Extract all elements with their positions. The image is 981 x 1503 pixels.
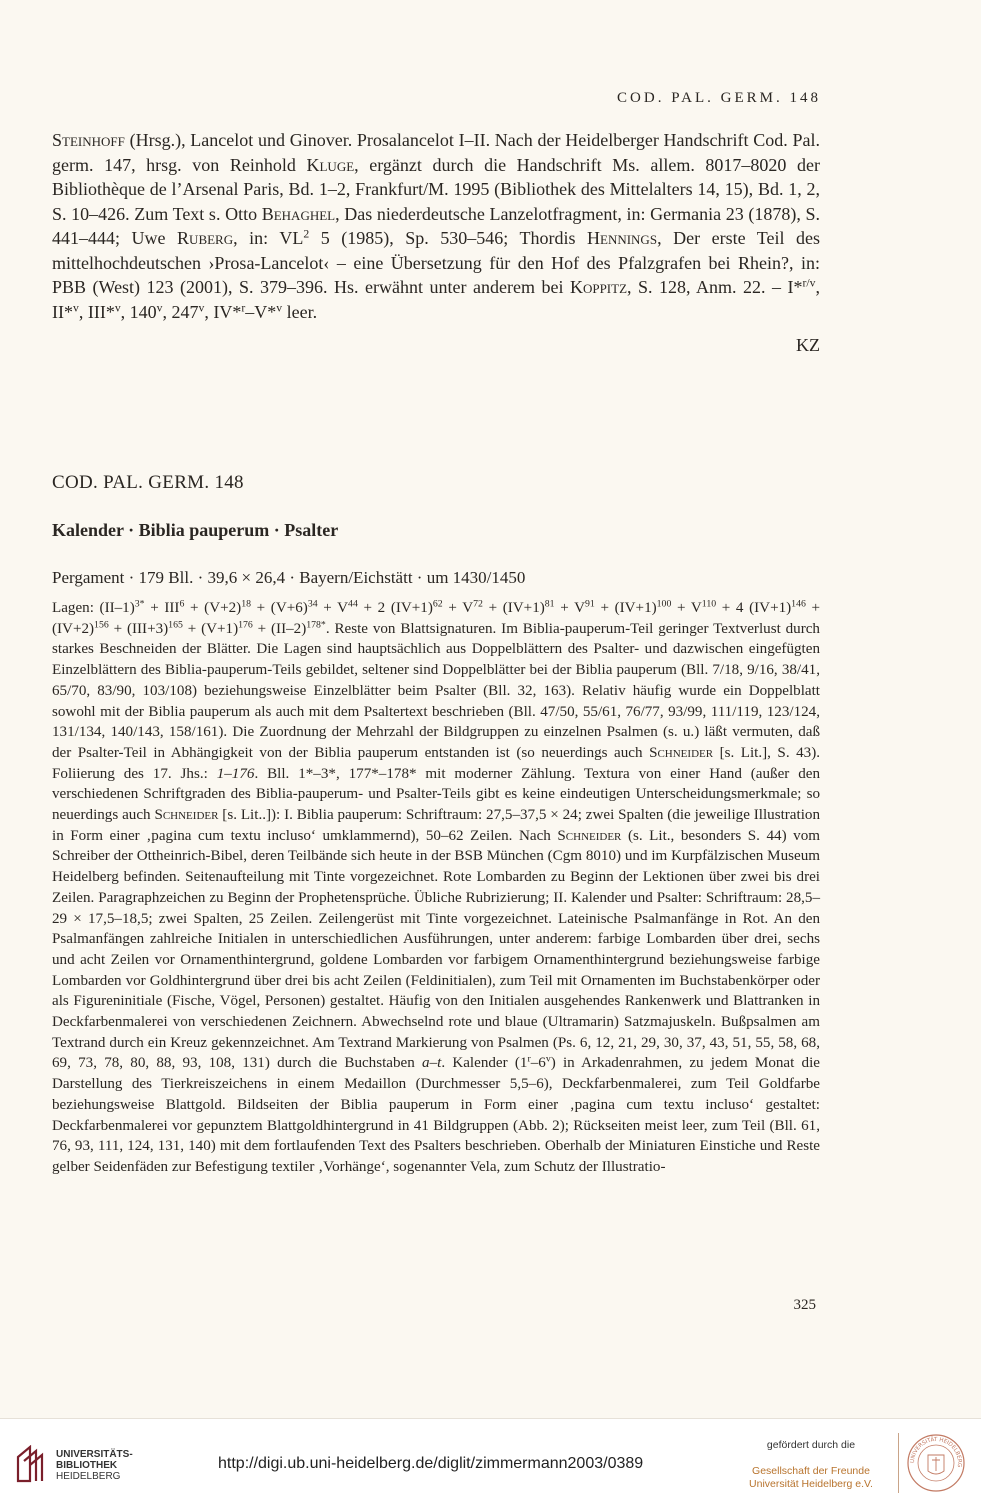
- author-name: Schneider: [649, 744, 714, 761]
- sponsor-block: [728, 1439, 894, 1490]
- text-run: + (V+1): [182, 620, 239, 637]
- superscript: 165: [168, 619, 183, 631]
- text-run: , III*: [78, 301, 115, 322]
- superscript: 34: [307, 598, 318, 610]
- superscript: 178*: [306, 619, 326, 631]
- superscript: r/v: [802, 276, 816, 290]
- text-run: + (III+3): [108, 620, 169, 637]
- text-run: + 4 (IV+1): [716, 600, 792, 616]
- text-run: + (II–2): [252, 620, 307, 637]
- university-library-logo-icon: [14, 1445, 48, 1483]
- author-name: Schneider: [557, 827, 622, 844]
- text-run: , ergänzt durch die Handschrift Ms. allem. 8017–8020 der Bibliothèque de l’Arsenal Paris, Bd. 1–2, Frankfurt/M. 1995 (Bibliothek des Mittelalters 14, 15), Bd. 1, 2, S. 10–426. Zum Text s. Otto: [52, 154, 821, 224]
- text-run: + (IV+2): [52, 600, 821, 637]
- text-run: + (V+2): [184, 600, 242, 616]
- superscript: v: [114, 301, 121, 315]
- codicology-description: [52, 598, 820, 1178]
- text-run: ) in Arkadenrahmen, zu jedem Monat die Darstellung des Tierkreiszeichens in einem Medaillon (Durchmesser 5,5–6), Deckfarbenmalerei, zum Teil Goldfarbe beziehungsweise Blattgold. Bildseiten der Biblia pauperum in Form einer ‚pagina cum textu incluso‘ gestaltet: Deckfarbenmalerei vor gepunztem Blattgoldhintergrund in 41 Bildgruppen (Abb. 2); Rückseiten meist leer, zum Teil (Bll. 61, 76, 93, 111, 124, 131, 140) mit dem fortlaufenden Text des Psalters beschrieben. Oberhalb der Miniaturen Einstiche und Reste gelber Seidenfäden zur Befestigung textiler ‚Vorhänge‘, sogenannter Vela, zum Schutz der Illustratio-: [52, 1055, 820, 1175]
- text-run: + (IV+1): [482, 600, 545, 616]
- superscript: r: [527, 1054, 531, 1066]
- superscript: v: [276, 301, 283, 315]
- superscript: 62: [432, 598, 443, 610]
- text-run: , II*: [52, 277, 821, 322]
- svg-text:UNIVERSITÄT HEIDELBERG: UNIVERSITÄT HEIDELBERG: [909, 1436, 963, 1468]
- library-name-line: BIBLIOTHEK: [56, 1460, 118, 1471]
- sponsor-name-line: Universität Heidelberg e.V.: [749, 1478, 873, 1490]
- superscript: 6: [179, 598, 185, 610]
- author-name: Schneider: [154, 807, 219, 824]
- footer-divider: [898, 1433, 899, 1493]
- superscript: v: [73, 301, 79, 315]
- superscript: 2: [303, 227, 310, 241]
- permalink-url[interactable]: http://digi.ub.uni-heidelberg.de/diglit/zimmermann2003/0389: [218, 1455, 644, 1472]
- text-run: + V: [442, 600, 474, 616]
- text-run: . Bll. 1*–3*, 177*–178* mit moderner Zählung. Textura von einer Hand (außer den verschiedenen Schriftgraden des Biblia-pauperum- und Psalter-Teils gibt es keine eindeutigen Unterscheidungsmerkmale; so neuerdings auch: [52, 765, 820, 824]
- text-run: + 2 (IV+1): [357, 600, 433, 616]
- text-run: + V: [554, 600, 585, 616]
- text-run: + V: [671, 600, 702, 616]
- text-run: , Das niederdeutsche Lanzelotfragment, in: Germania 23 (1878), S. 441–444; Uwe: [52, 203, 821, 248]
- superscript: 44: [348, 598, 358, 610]
- text-run: 5 (1985), Sp. 530–546; Thordis: [309, 228, 587, 248]
- author-signature: KZ: [796, 335, 820, 355]
- author-name: Hennings: [587, 228, 658, 248]
- text-run: Lagen: (II–1): [52, 600, 135, 616]
- text-run: , 140: [120, 301, 157, 322]
- entry-title: Kalender · Biblia pauperum · Psalter: [52, 520, 339, 540]
- superscript: 72: [473, 598, 483, 610]
- superscript: 110: [701, 598, 717, 610]
- italic-letters: a–t: [422, 1055, 442, 1072]
- author-name: Ruberg: [177, 228, 234, 248]
- running-head: COD. PAL. GERM. 148: [617, 90, 821, 106]
- text-run: , S. 128, Anm. 22. – I*: [627, 277, 803, 297]
- superscript: 100: [656, 598, 672, 610]
- text-run: , 247: [162, 301, 199, 322]
- superscript: 81: [544, 598, 555, 610]
- text-run: [s. Lit.], S. 43). Foliierung des 17. Jhs.:: [52, 744, 820, 782]
- superscript: 91: [585, 598, 595, 610]
- text-run: + V: [317, 600, 349, 616]
- text-run: , Der erste Teil des mittelhochdeutschen ›Prosa-Lancelot‹ – eine Übersetzung für den Hof des Pfalzgrafen bei Rhein?, in: PBB (West) 123 (2001), S. 379–396. Hs. erwähnt unter anderem bei: [52, 228, 821, 297]
- sponsor-name-line: Gesellschaft der Freunde: [752, 1465, 870, 1477]
- text-run: . Kalender (1: [441, 1055, 528, 1072]
- page-number: 325: [793, 1297, 816, 1313]
- superscript: v: [545, 1054, 551, 1066]
- text-run: –V*: [245, 301, 277, 322]
- superscript: r: [241, 301, 246, 315]
- library-name-line: UNIVERSITÄTS-: [56, 1449, 133, 1460]
- library-name-line: HEIDELBERG: [56, 1471, 121, 1482]
- superscript: 176: [238, 619, 253, 631]
- entry-heading: COD. PAL. GERM. 148: [52, 472, 244, 493]
- author-name: Koppitz: [569, 277, 628, 297]
- author-name: Kluge: [306, 154, 355, 175]
- text-run: + (V+6): [250, 600, 308, 616]
- text-run: leer.: [282, 301, 318, 322]
- italic-range: 1–176: [216, 765, 255, 782]
- superscript: v: [198, 301, 205, 315]
- text-run: , in: VL: [233, 228, 304, 248]
- author-name: Behaghel: [261, 203, 336, 224]
- previous-entry-bibliography: [52, 128, 820, 324]
- text-run: + III: [144, 600, 180, 616]
- text-run: [s. Lit..]): I. Biblia pauperum: Schriftraum: 27,5–37,5 × 24; zwei Spalten (die jeweilige Illustration in Form einer ‚pagina cum textu incluso‘ umklammernd), 50–62 Zeilen. Nach: [52, 807, 820, 844]
- author-name: Steinhoff: [52, 130, 125, 150]
- text-run: –6: [530, 1055, 546, 1072]
- superscript: 18: [241, 598, 251, 610]
- text-run: , IV*: [204, 301, 242, 322]
- superscript: 3*: [134, 598, 145, 610]
- superscript: v: [156, 301, 163, 315]
- superscript: 156: [94, 619, 109, 631]
- text-run: + (IV+1): [594, 600, 657, 616]
- sponsor-prefix: gefördert durch die: [766, 1439, 856, 1451]
- entry-meta: Pergament · 179 Bll. · 39,6 × 26,4 · Bayern/Eichstätt · um 1430/1450: [52, 568, 526, 587]
- text-run: (s. Lit., besonders S. 44) vom Schreiber der Ottheinrich-Bibel, deren Teilbände sich heute in der BSB München (Cgm 8010) und im Kurpfälzischen Museum Heidelberg befinden. Seitenaufteilung mit Tinte vorgezeichnet. Rote Lombarden zu Beginn der Lektionen über zwei bis drei Zeilen. Paragraphzeichen zu Beginn der Prophetensprüche. Übliche Rubrizierung; II. Kalender und Psalter: Schriftraum: 28,5–29 × 17,5–18,5; zwei Spalten, 25 Zeilen. Zeilengerüst mit Tinte vorgezeichnet. Lateinische Psalmanfänge in Rot. An den Psalmanfängen zahlreiche Initialen in unterschiedlichen Ausführungen, unter anderem: farbige Lombarden über drei, sechs und acht Zeilen vor Ornamenthintergrund, goldene Lombarden vor farbigem Ornamenthintergrund beziehungsweise farbige Lombarden vor Goldhintergrund über drei bis acht Zeilen (Feldinitialen), zum Teil mit Ornamenten im Buchstabenkörper oder als Figureninitiale (Fische, Vögel, Personen) gestaltet. Häufig von den Initialen ausgehendes Rankenwerk und Blattranken in Deckfarbenmalerei von verschiedenen Zeichnern. Abwechselnd rote und blaue (Ultramarin) Satzmajuskeln. Bußpsalmen am Textrand durch ein Kreuz gekennzeichnet. Am Textrand Markierung von Psalmen (Ps. 6, 12, 21, 29, 30, 37, 43, 51, 55, 58, 68, 69, 73, 78, 80, 88, 93, 108, 131) durch die Buchstaben: [52, 827, 820, 1072]
- superscript: 146: [791, 598, 806, 610]
- digitization-footer: [0, 1418, 981, 1503]
- university-seal-icon: [906, 1433, 966, 1493]
- text-run: (Hrsg.), Lancelot und Ginover. Prosalancelot I–II. Nach der Heidelberger Handschrift Cod. Pal. germ. 147, hrsg. von Reinhold: [52, 130, 820, 175]
- library-name: [56, 1449, 133, 1482]
- text-run: . Reste von Blattsignaturen. Im Biblia-pauperum-Teil geringer Textverlust durch starkes Beschneiden der Blätter. Die Lagen sind hauptsächlich aus Doppelblättern des Psalter- und dazwischen eingefügten Einzelblättern des Biblia-pauperum-Teils gebildet, seltener sind Doppelblätter bei der Biblia pauperum (Bll. 7/18, 9/16, 38/41, 65/70, 83/90, 103/108) beziehungsweise Einzelblätter beim Psalter (Bll. 32, 163). Relativ häufig wurde ein Doppelblatt sowohl mit der Biblia pauperum als auch mit dem Psaltertext beschrieben (Bll. 47/50, 55/61, 76/77, 93/99, 111/119, 123/124, 131/134, 140/143, 158/161). Die Zuordnung der Mehrzahl der Bildgruppen zu einzelnen Psalmen (s. u.) läßt vermuten, daß der Psalter-Teil in Abhängigkeit von der Biblia pauperum entstanden ist (so neuerdings auch: [52, 620, 820, 761]
